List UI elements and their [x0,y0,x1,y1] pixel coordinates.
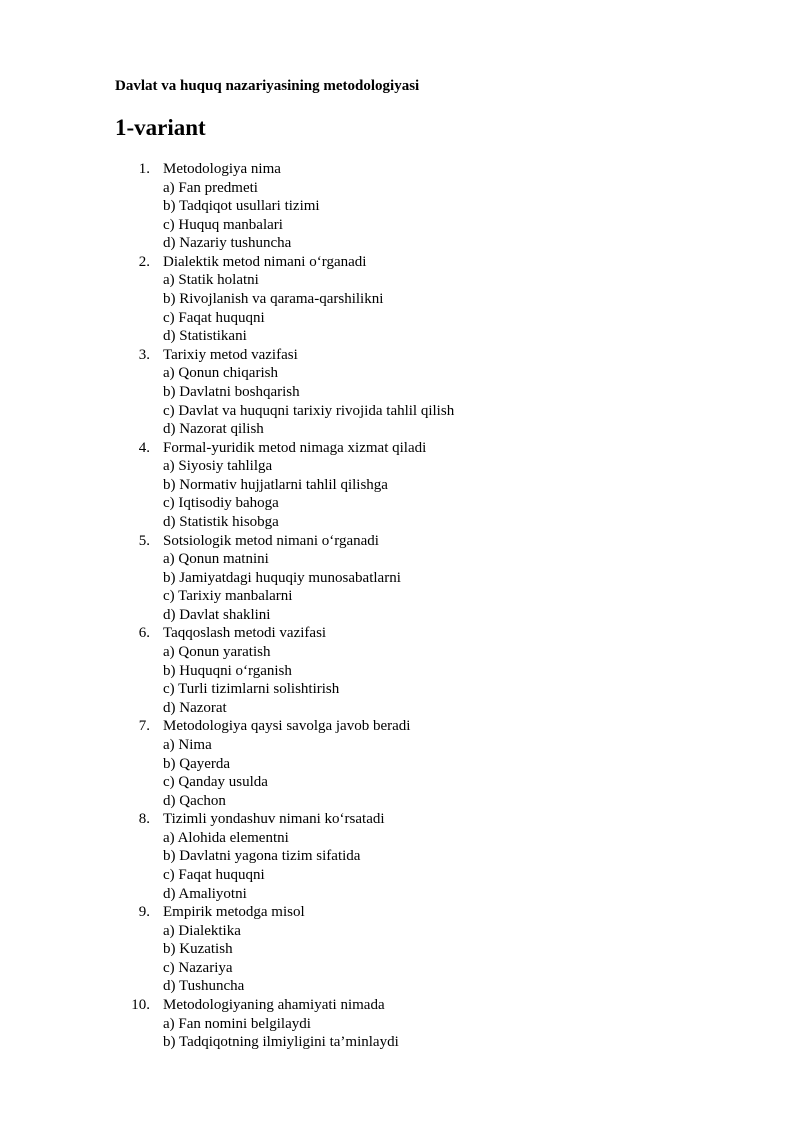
answer-option-text: d) Qachon [163,792,226,809]
question-item [0,160,800,179]
question-text: Dialektik metod nimani o‘rganadi [163,253,367,270]
answer-option-text: a) Statik holatni [163,272,259,289]
answer-option-text: d) Nazorat [163,699,227,716]
question-item [0,810,800,829]
question-item [0,346,800,365]
answer-option-text: b) Qayerda [163,755,231,772]
answer-option [0,940,800,959]
answer-option [0,383,800,402]
answer-option [0,271,800,290]
answer-option [0,420,800,439]
answer-option [0,680,800,699]
answer-option [0,1015,800,1034]
answer-option [0,977,800,996]
answer-option [0,885,800,904]
answer-option [0,736,800,755]
question-item [0,624,800,643]
question-number: 3. [138,346,150,363]
answer-option-text: d) Davlat shaklini [163,606,271,623]
answer-option-text: c) Huquq manbalari [163,216,283,233]
answer-option-text: a) Fan predmeti [163,179,258,196]
question-item [0,996,800,1015]
answer-option-text: a) Qonun yaratish [163,644,271,661]
answer-option-text: b) Rivojlanish va qarama-qarshilikni [163,291,384,308]
answer-option-text: c) Tarixiy manbalarni [163,588,293,605]
answer-option [0,513,800,532]
answer-option-text: b) Huquqni o‘rganish [163,662,292,679]
answer-option [0,327,800,346]
answer-option [0,494,800,513]
question-text: Metodologiyaning ahamiyati nimada [163,997,385,1014]
answer-option [0,364,800,383]
question-text: Sotsiologik metod nimani o‘rganadi [163,532,379,549]
question-number: 6. [138,625,150,642]
answer-option [0,866,800,885]
question-number: 1. [138,161,150,177]
answer-option [0,829,800,848]
question-text: Tarixiy metod vazifasi [163,346,298,363]
answer-option-text: a) Siyosiy tahlilga [163,458,273,475]
question-item [0,532,800,551]
answer-option [0,755,800,774]
variant-heading: 1-variant [115,115,206,140]
answer-option-text: c) Faqat huquqni [163,866,265,883]
answer-option-text: d) Statistikani [163,328,247,345]
answer-option [0,587,800,606]
answer-option-text: c) Davlat va huquqni tarixiy rivojida tahlil qilish [163,402,455,419]
answer-option [0,179,800,198]
question-text: Metodologiya nima [163,161,281,177]
answer-option [0,773,800,792]
answer-option-text: a) Alohida elementni [163,829,289,846]
question-number: 4. [138,439,150,456]
answer-option [0,606,800,625]
answer-option-text: d) Tushuncha [163,978,245,995]
answer-option-text: a) Nima [163,736,212,753]
answer-option-text: b) Davlatni boshqarish [163,383,300,400]
question-text: Taqqoslash metodi vazifasi [163,625,327,642]
answer-option [0,792,800,811]
answer-option-text: b) Tadqiqotning ilmiyligini ta’minlaydi [163,1034,399,1051]
question-item [0,717,800,736]
answer-option-text: b) Tadqiqot usullari tizimi [163,198,320,215]
answer-option-text: c) Iqtisodiy bahoga [163,495,279,512]
answer-option [0,662,800,681]
answer-option [0,959,800,978]
answer-option [0,1033,800,1052]
answer-option-text: d) Nazariy tushuncha [163,235,292,252]
answer-option-text: c) Qanday usulda [163,774,268,791]
question-number: 9. [138,904,150,921]
question-text: Tizimli yondashuv nimani ko‘rsatadi [163,811,385,828]
answer-option-text: b) Jamiyatdagi huquqiy munosabatlarni [163,569,401,586]
answer-option-text: b) Davlatni yagona tizim sifatida [163,848,361,865]
answer-option [0,309,800,328]
answer-option [0,216,800,235]
answer-option [0,234,800,253]
answer-option-text: d) Statistik hisobga [163,513,279,530]
question-text: Metodologiya qaysi savolga javob beradi [163,718,411,735]
question-item [0,903,800,922]
question-text: Formal-yuridik metod nimaga xizmat qiladi [163,439,427,456]
answer-option-text: b) Normativ hujjatlarni tahlil qilishga [163,476,388,493]
question-number: 2. [138,253,150,270]
answer-option [0,699,800,718]
answer-option-text: a) Fan nomini belgilaydi [163,1015,311,1032]
question-number: 10. [131,997,150,1014]
answer-option-text: a) Qonun matnini [163,551,269,568]
answer-option-text: a) Dialektika [163,922,241,939]
answer-option-text: a) Qonun chiqarish [163,365,278,382]
answer-option-text: d) Nazorat qilish [163,421,264,438]
document-title: Davlat va huquq nazariyasining metodologiyasi [115,78,420,94]
answer-option [0,550,800,569]
answer-option-text: c) Nazariya [163,959,233,976]
answer-option-text: d) Amaliyotni [163,885,247,902]
answer-option [0,643,800,662]
question-list [0,160,800,1052]
question-item [0,253,800,272]
answer-option [0,290,800,309]
question-item [0,439,800,458]
answer-option [0,197,800,216]
question-number: 7. [138,718,150,735]
answer-option-text: b) Kuzatish [163,941,233,958]
answer-option [0,476,800,495]
question-text: Empirik metodga misol [163,904,305,921]
answer-option [0,922,800,941]
answer-option [0,569,800,588]
answer-option [0,402,800,421]
answer-option-text: c) Turli tizimlarni solishtirish [163,681,340,698]
question-number: 5. [138,532,150,549]
answer-option [0,847,800,866]
answer-option [0,457,800,476]
answer-option-text: c) Faqat huquqni [163,309,265,326]
question-number: 8. [138,811,150,828]
